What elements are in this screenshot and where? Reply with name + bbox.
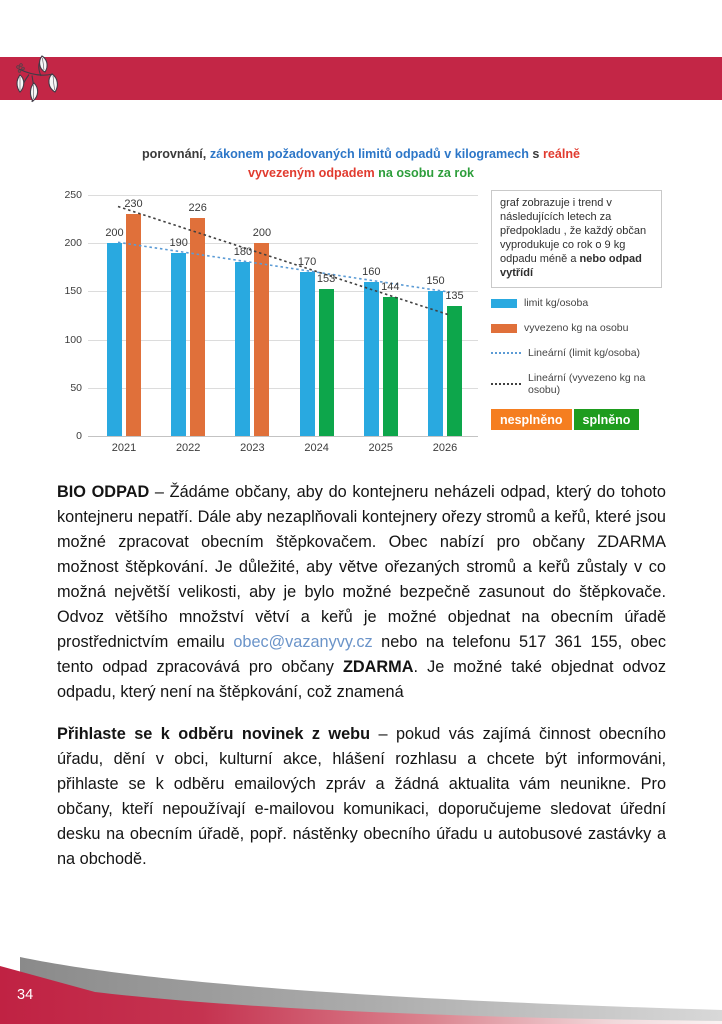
x-axis-tick: 2026	[432, 442, 458, 454]
gridline	[88, 436, 478, 437]
x-axis-tick: 2023	[240, 442, 265, 454]
chart-legend	[491, 190, 662, 430]
y-axis-tick: 250	[64, 189, 82, 201]
legend-item	[491, 347, 662, 359]
bar-value-label: 135	[445, 289, 464, 302]
text-segment: zákonem požadovaných limitů odpadů v kilogramech	[209, 147, 529, 161]
header-band	[0, 57, 722, 100]
status-badge: nesplněno	[491, 409, 572, 430]
text-segment: – Žádáme občany, aby do kontejneru neházeli odpad, který do tohoto kontejneru nepatří. Dále aby nezaplňovali kontejnery ořezy stromů a keřů, které jsou možné zpracovat obecním štěpkovačem. Obec nabízí pro občany ZDARMA možnost štěpkování. Je důležité, aby větve ořezaných stromů a keřů zůstaly v co možná největší velikosti, aby je bylo možné bezpečně zasunout do štěpkovače. Odvoz většího množství větví a keřů je možné objednat na obecním úřadě prostřednictvím emailu	[57, 483, 666, 651]
text-segment: – pokud vás zajímá činnost obecního úřadu, dění v obci, kulturní akce, hlášení rozhlasu a chcete být informováni, přihlaste se k odběru emailových zpráv a žádná aktualita vám neunikne. Pro občany, kteří nepoužívají e-mailovou komunikaci, doporučujeme sledovat úřední desku na obecním úřadě, popř. nástěnky obecního úřadu u autobusové zastávky a na obchodě.	[57, 725, 666, 868]
page-number: 34	[17, 987, 34, 1003]
trendline	[118, 207, 450, 316]
legend-items	[491, 297, 662, 396]
y-axis-tick: 100	[64, 333, 82, 346]
email-link[interactable]: obec@vazanyvy.cz	[233, 633, 373, 651]
footer-swoosh	[0, 930, 722, 1024]
bar-chart	[60, 188, 485, 466]
legend-note	[491, 190, 662, 288]
text-segment: reálně	[542, 147, 581, 161]
legend-dotted-swatch	[491, 352, 521, 354]
text-segment: vyvezeným odpadem	[247, 166, 375, 180]
text-segment: ZDARMA	[342, 658, 414, 676]
bar-value-label: 226	[188, 202, 207, 215]
text-segment: graf zobrazuje i trend v následujících letech za předpokladu , že každý občan vyprodukuje co rok o 9 kg odpadu méně a	[500, 197, 647, 265]
legend-item	[491, 322, 662, 334]
x-axis-tick: 2024	[304, 442, 329, 454]
legend-item-label: Lineární (vyvezeno kg na osobu)	[528, 372, 646, 396]
y-axis-tick: 200	[64, 237, 82, 250]
text-segment: na osobu za rok	[374, 166, 475, 180]
bar-value-label: 200	[252, 227, 272, 240]
legend-item	[491, 372, 662, 396]
legend-dotted-swatch	[491, 383, 521, 385]
article-text	[57, 480, 666, 889]
trendlines-svg	[88, 195, 478, 436]
legend-item-label: limit kg/osoba	[524, 297, 589, 309]
x-axis-tick: 2022	[175, 442, 201, 454]
paragraph-bio-odpad	[57, 480, 666, 705]
bar-value-label: 170	[297, 256, 317, 269]
paragraph-novinky	[57, 722, 666, 872]
bar-value-label: 153	[316, 272, 336, 285]
bar-value-label: 180	[233, 246, 253, 259]
bar-value-label: 150	[426, 275, 445, 288]
text-segment: BIO ODPAD	[57, 483, 150, 501]
x-axis-tick: 2025	[368, 442, 394, 454]
text-segment: porovnání,	[141, 147, 210, 161]
chart-title-line2	[55, 164, 667, 183]
chart-plot	[88, 195, 478, 436]
y-axis-tick: 150	[64, 285, 82, 298]
bar-value-label: 200	[105, 227, 124, 240]
bar-value-label: 144	[381, 281, 400, 294]
bar-value-label: 190	[169, 236, 188, 249]
leaf-branch-icon	[12, 52, 60, 112]
text-segment: Přihlaste se k odběru novinek z webu	[57, 725, 371, 743]
x-axis-tick: 2021	[111, 442, 137, 454]
status-badge: splněno	[574, 409, 640, 430]
text-segment: s	[528, 147, 543, 161]
text-segment: nebo na telefonu 517 361 155, obec tento odpad zpracovává pro občany	[57, 633, 666, 676]
text-segment: . Je možné také objednat odvoz odpadu, který není na štěpkování, což znamená	[57, 658, 666, 701]
legend-badges	[491, 409, 662, 430]
y-axis-tick: 50	[70, 381, 82, 394]
bar-value-label: 230	[124, 198, 143, 211]
legend-item-label: vyvezeno kg na osobu	[524, 322, 629, 334]
bar-value-label: 160	[362, 265, 381, 278]
legend-bar-swatch	[491, 299, 517, 308]
text-segment: nebo odpad vytřídí	[500, 253, 642, 279]
y-axis-tick: 0	[76, 430, 82, 442]
chart-title	[55, 145, 667, 183]
legend-bar-swatch	[491, 324, 517, 333]
chart-title-line1	[55, 145, 667, 164]
legend-item	[491, 297, 662, 309]
legend-item-label: Lineární (limit kg/osoba)	[528, 347, 641, 359]
